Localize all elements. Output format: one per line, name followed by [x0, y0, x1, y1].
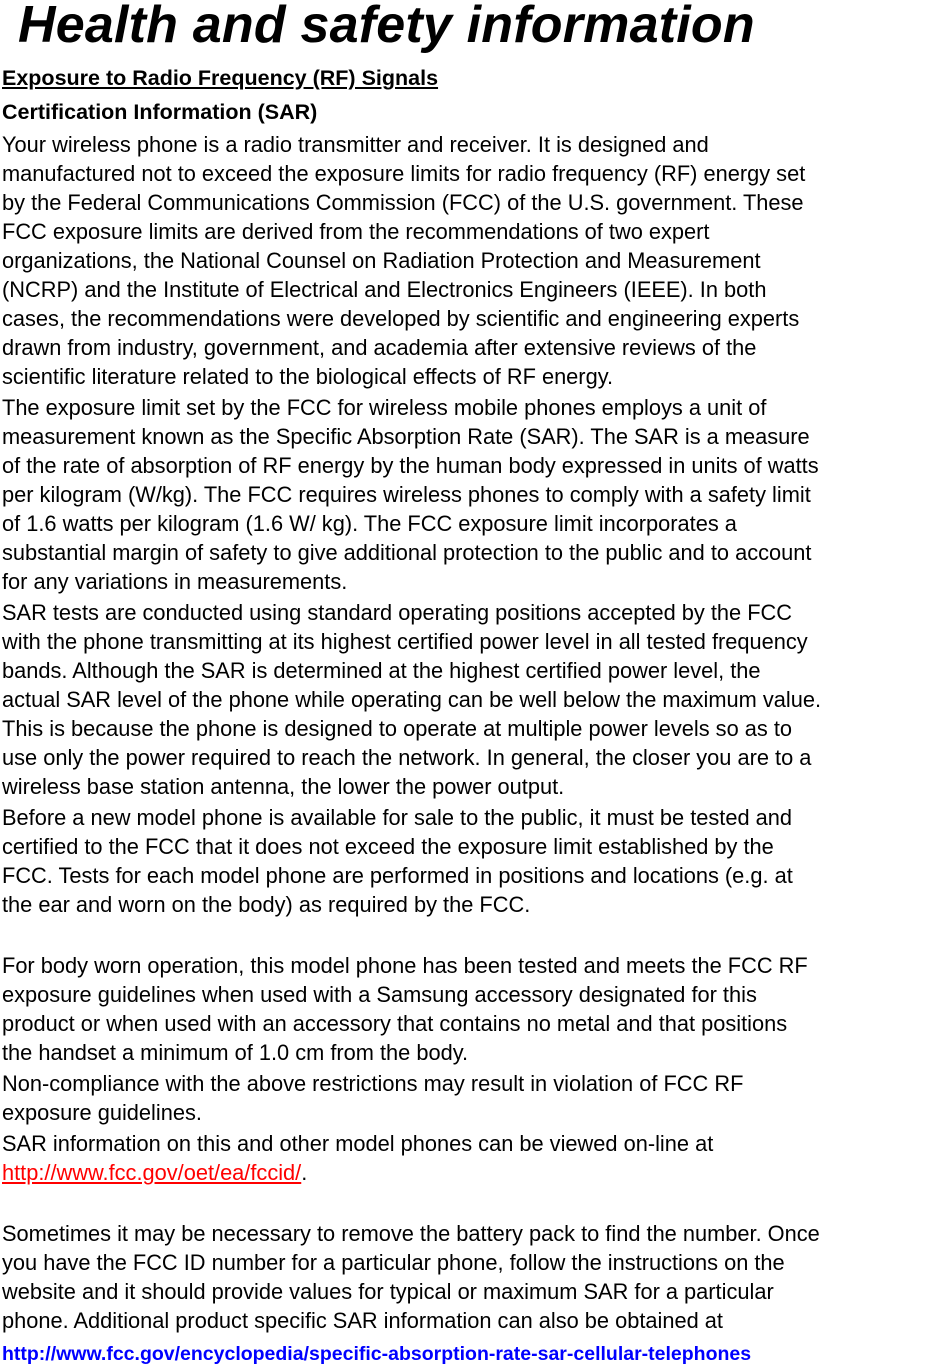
paragraph-exposure-limit	[2, 393, 938, 596]
text-line	[2, 1158, 938, 1187]
page-title: Health and safety information	[18, 0, 755, 54]
text-line: drawn from industry, government, and academia after extensive reviews of the	[2, 335, 757, 360]
text-line: for any variations in measurements.	[2, 569, 348, 594]
text-line: SAR information on this and other model phones can be viewed on-line at	[2, 1131, 714, 1156]
text-line: you have the FCC ID number for a particular phone, follow the instructions on the	[2, 1250, 785, 1275]
text-line: Before a new model phone is available for sale to the public, it must be tested and	[2, 805, 793, 830]
paragraph-sar-tests	[2, 598, 938, 801]
text-line: certified to the FCC that it does not exceed the exposure limit established by the	[2, 834, 774, 859]
paragraph-sar-info	[2, 1129, 938, 1187]
text-line: exposure guidelines.	[2, 1100, 202, 1125]
text-line: substantial margin of safety to give additional protection to the public and to account	[2, 540, 812, 565]
text-line: phone. Additional product specific SAR information can also be obtained at	[2, 1308, 723, 1333]
text-line: website and it should provide values for typical or maximum SAR for a particular	[2, 1279, 774, 1304]
text-line: FCC. Tests for each model phone are performed in positions and locations (e.g. at	[2, 863, 793, 888]
text-line: manufactured not to exceed the exposure limits for radio frequency (RF) energy set	[2, 161, 806, 186]
text-line: of the rate of absorption of RF energy by the human body expressed in units of watts	[2, 453, 819, 478]
text-line: exposure guidelines when used with a Samsung accessory designated for this	[2, 982, 757, 1007]
text-line: This is because the phone is designed to operate at multiple power levels so as to	[2, 716, 792, 741]
section-heading: Exposure to Radio Frequency (RF) Signals	[2, 66, 439, 90]
text-line: The exposure limit set by the FCC for wireless mobile phones employs a unit of	[2, 395, 767, 420]
text-line: For body worn operation, this model phone has been tested and meets the FCC RF	[2, 953, 808, 978]
paragraph-rf-intro	[2, 130, 938, 391]
text-line: of 1.6 watts per kilogram (1.6 W/ kg). The FCC exposure limit incorporates a	[2, 511, 737, 536]
fcc-sar-encyclopedia-link[interactable]: http://www.fcc.gov/encyclopedia/specific-absorption-rate-sar-cellular-telephones	[2, 1343, 752, 1365]
text-line: (NCRP) and the Institute of Electrical and Electronics Engineers (IEEE). In both	[2, 277, 767, 302]
text-line: Non-compliance with the above restrictions may result in violation of FCC RF	[2, 1071, 744, 1096]
text-line: FCC exposure limits are derived from the recommendations of two expert	[2, 219, 710, 244]
text-line: cases, the recommendations were developed by scientific and engineering experts	[2, 306, 800, 331]
text-line: use only the power required to reach the network. In general, the closer you are to a	[2, 745, 812, 770]
sub-heading: Certification Information (SAR)	[2, 100, 318, 124]
text-line: the handset a minimum of 1.0 cm from the body.	[2, 1040, 469, 1065]
document-body	[2, 130, 938, 1367]
paragraph-battery	[2, 1219, 938, 1335]
paragraph-non-compliance	[2, 1069, 938, 1127]
text-line: wireless base station antenna, the lower the power output.	[2, 774, 565, 799]
text-line: SAR tests are conducted using standard operating positions accepted by the FCC	[2, 600, 792, 625]
text-line: Sometimes it may be necessary to remove the battery pack to find the number. Once	[2, 1221, 820, 1246]
text-line: with the phone transmitting at its highest certified power level in all tested frequency	[2, 629, 808, 654]
text-line: organizations, the National Counsel on Radiation Protection and Measurement	[2, 248, 761, 273]
text-line: scientific literature related to the biological effects of RF energy.	[2, 364, 614, 389]
text-line: actual SAR level of the phone while operating can be well below the maximum value.	[2, 687, 822, 712]
paragraph-certification	[2, 803, 938, 919]
paragraph-body-worn	[2, 951, 938, 1067]
text-line: bands. Although the SAR is determined at the highest certified power level, the	[2, 658, 761, 683]
text-line: Your wireless phone is a radio transmitter and receiver. It is designed and	[2, 132, 709, 157]
link-suffix: .	[301, 1160, 308, 1185]
text-line: by the Federal Communications Commission (FCC) of the U.S. government. These	[2, 190, 804, 215]
text-line: measurement known as the Specific Absorption Rate (SAR). The SAR is a measure	[2, 424, 810, 449]
text-line: per kilogram (W/kg). The FCC requires wireless phones to comply with a safety limit	[2, 482, 811, 507]
fcc-id-link[interactable]: http://www.fcc.gov/oet/ea/fccid/	[2, 1160, 302, 1185]
text-line: product or when used with an accessory that contains no metal and that positions	[2, 1011, 788, 1036]
text-line: the ear and worn on the body) as required by the FCC.	[2, 892, 531, 917]
